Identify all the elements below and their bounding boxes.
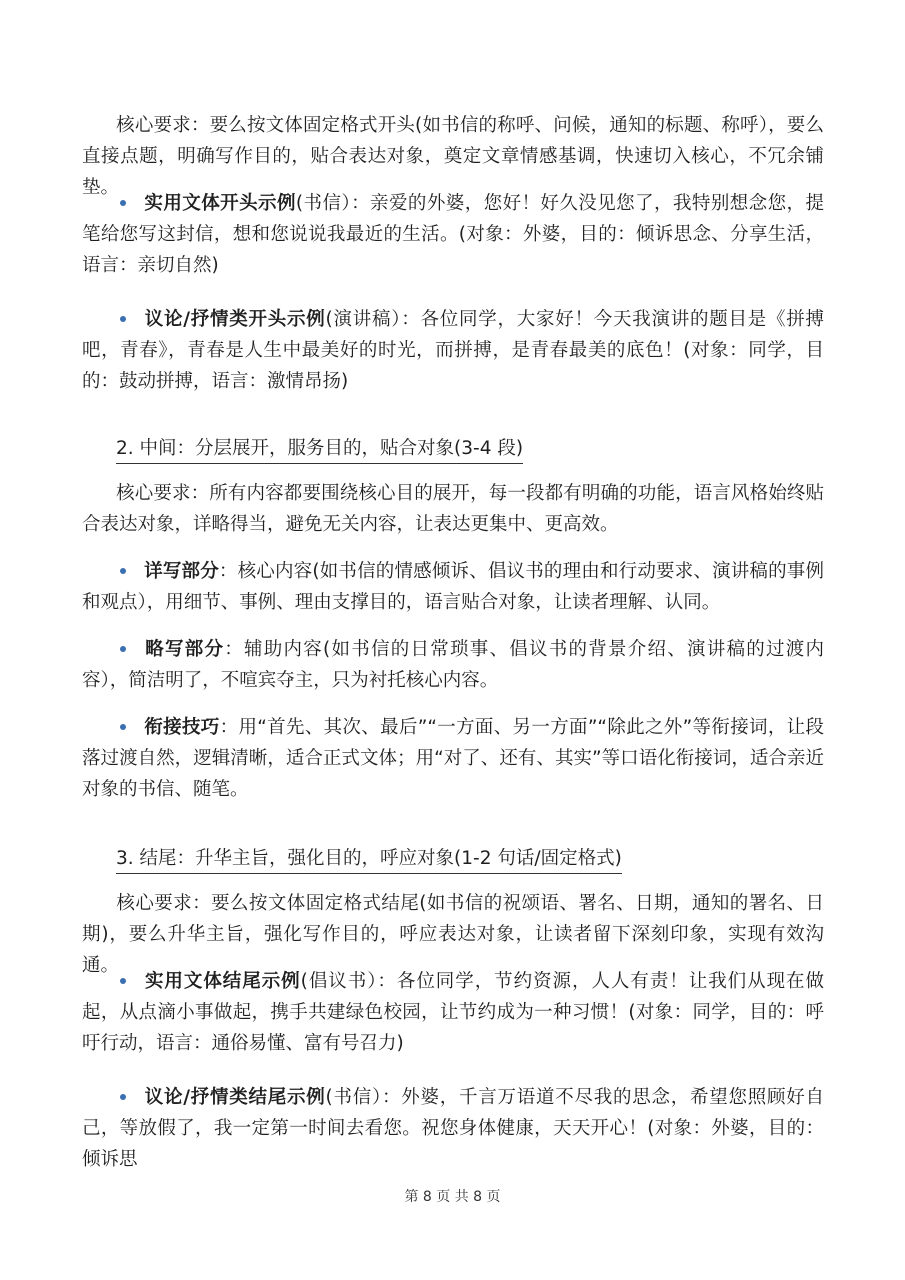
core-requirement-paragraph: 核心要求：所有内容都要围绕核心目的展开，每一段都有明确的功能，语言风格始终贴合表达对象，详略得当，避免无关内容，让表达更集中、更高效。 (82, 483, 824, 535)
bullet-label: 衔接技巧 (144, 717, 220, 738)
list-item: 略写部分：辅助内容(如书信的日常琐事、倡议书的背景介绍、演讲稿的过渡内容），简洁明了，不喧宾夺主，只为衬托核心内容。 (82, 639, 824, 691)
example-label: 议论/抒情类开头示例 (144, 309, 326, 330)
bullet-icon (120, 646, 126, 652)
list-item: 详写部分：核心内容(如书信的情感倾诉、倡议书的理由和行动要求、演讲稿的事例和观点），用细节、事例、理由支撑目的，语言贴合对象，让读者理解、认同。 (82, 561, 824, 613)
list-item: 实用文体结尾示例(倡议书）：各位同学，节约资源，人人有责！让我们从现在做起，从点滴小事做起，携手共建绿色校园，让节约成为一种习惯！(对象：同学，目的：呼吁行动，语言：通俗易懂、富有号召力) (82, 971, 824, 1054)
intro-paragraph: 核心要求：要么按文体固定格式开头(如书信的称呼、问候，通知的标题、称呼），要么直接点题，明确写作目的，贴合表达对象，奠定文章情感基调，快速切入核心，不冗余铺垫。 (82, 115, 824, 198)
core-requirement-paragraph: 核心要求：要么按文体固定格式结尾(如书信的祝颂语、署名、日期，通知的署名、日期)，要么升华主旨，强化写作目的，呼应表达对象，让读者留下深刻印象，实现有效沟通。 (82, 893, 824, 976)
bullet-icon (120, 724, 126, 730)
page-number: 第 8 页 共 8 页 (404, 1189, 501, 1205)
example-label: 实用文体开头示例 (144, 193, 296, 214)
bullet-icon (120, 568, 126, 574)
list-item: 衔接技巧：用“首先、其次、最后”“一方面、另一方面”“除此之外”等衔接词，让段落过渡自然，逻辑清晰，适合正式文体；用“对了、还有、其实”等口语化衔接词，适合亲近对象的书信、随笔。 (82, 717, 824, 800)
bullet-icon (120, 978, 126, 984)
section-heading: 3. 结尾：升华主旨，强化目的，呼应对象(1-2 句话/固定格式) (116, 846, 622, 874)
example-label: 议论/抒情类结尾示例 (144, 1087, 326, 1108)
list-item: 实用文体开头示例(书信）：亲爱的外婆，您好！好久没见您了，我特别想念您，提笔给您写这封信，想和您说说我最近的生活。(对象：外婆，目的：倾诉思念、分享生活，语言：亲切自然) (82, 193, 824, 276)
list-item: 议论/抒情类开头示例(演讲稿）：各位同学，大家好！今天我演讲的题目是《拼搏吧，青春》，青春是人生中最美好的时光，而拼搏，是青春最美的底色！(对象：同学，目的：鼓动拼搏，语言：激情昂扬) (82, 309, 824, 392)
example-label: 实用文体结尾示例 (144, 971, 301, 992)
bullet-icon (120, 1094, 126, 1100)
bullet-icon (120, 316, 126, 322)
bullet-icon (120, 200, 126, 206)
bullet-label: 详写部分 (144, 561, 219, 582)
section-heading: 2. 中间：分层展开，服务目的，贴合对象(3-4 段) (116, 436, 523, 464)
page-footer (0, 1186, 905, 1206)
bullet-label: 略写部分 (144, 639, 225, 660)
list-item: 议论/抒情类结尾示例(书信）：外婆，千言万语道不尽我的思念，希望您照顾好自己，等放假了，我一定第一时间去看您。祝您身体健康，天天开心！(对象：外婆，目的：倾诉思 (82, 1087, 824, 1170)
